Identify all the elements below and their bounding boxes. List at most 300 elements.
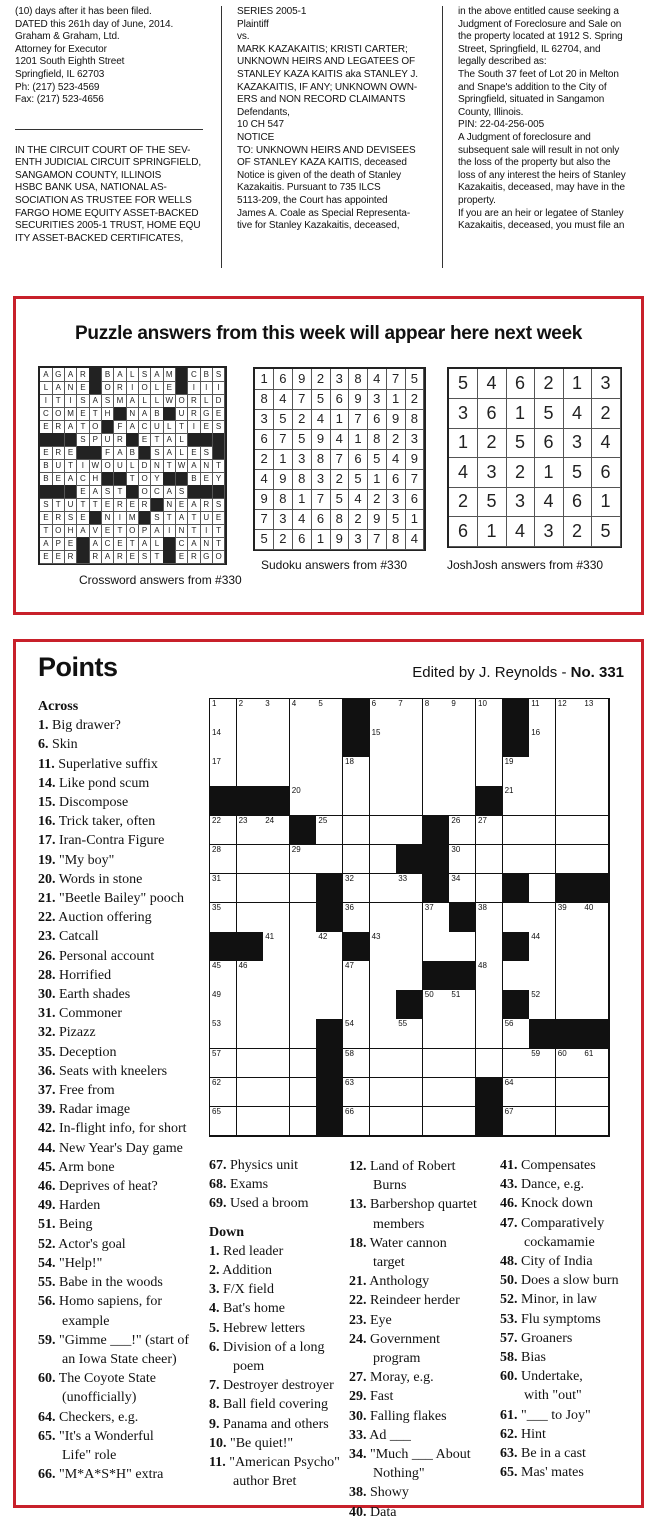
- grid-square[interactable]: [263, 874, 290, 904]
- grid-square[interactable]: [370, 1049, 397, 1079]
- clue-num: 22.: [38, 910, 56, 926]
- grid-square[interactable]: [396, 932, 423, 962]
- grid-square[interactable]: [396, 1019, 423, 1049]
- grid-square[interactable]: [582, 816, 609, 846]
- answer-cell: A: [126, 394, 139, 408]
- clue-number: 37: [424, 902, 434, 912]
- grid-square[interactable]: [290, 786, 317, 816]
- grid-square[interactable]: [343, 757, 370, 787]
- clue-num: 7.: [209, 1378, 220, 1394]
- clue-text: Exams: [230, 1177, 269, 1193]
- grid-square[interactable]: [449, 1049, 476, 1079]
- grid-square[interactable]: [290, 1107, 317, 1137]
- grid-square[interactable]: [582, 1078, 609, 1108]
- grid-square[interactable]: [343, 845, 370, 875]
- answer-cell: N: [163, 498, 176, 512]
- answer-cell: T: [213, 537, 226, 551]
- grid-square[interactable]: [290, 1078, 317, 1108]
- grid-square[interactable]: [290, 1049, 317, 1079]
- grid-square[interactable]: [449, 874, 476, 904]
- grid-square[interactable]: [503, 845, 530, 875]
- clue-num: 51.: [38, 1217, 56, 1233]
- grid-square[interactable]: [396, 903, 423, 933]
- grid-square[interactable]: [396, 816, 423, 846]
- grid-square[interactable]: [290, 990, 317, 1020]
- grid-square[interactable]: [316, 816, 343, 846]
- grid-square[interactable]: [449, 1019, 476, 1049]
- grid-square[interactable]: [316, 786, 343, 816]
- grid-square[interactable]: [263, 1078, 290, 1108]
- grid-square[interactable]: [263, 1019, 290, 1049]
- grid-square[interactable]: [449, 786, 476, 816]
- clue-text: Reindeer herder: [370, 1293, 460, 1309]
- grid-square[interactable]: [316, 961, 343, 991]
- black-square: [163, 407, 176, 421]
- grid-square[interactable]: [556, 845, 583, 875]
- grid-square[interactable]: [503, 1107, 530, 1137]
- grid-square[interactable]: [343, 990, 370, 1020]
- notice-line: Notice is given of the death of Stanley: [237, 169, 401, 181]
- grid-square[interactable]: [556, 728, 583, 758]
- notice-line: 10 CH 547: [237, 119, 284, 131]
- grid-square[interactable]: [370, 903, 397, 933]
- grid-square[interactable]: [449, 1078, 476, 1108]
- clue-num: 53.: [500, 1311, 518, 1327]
- grid-square[interactable]: [423, 728, 450, 758]
- answer-cell: T: [213, 459, 226, 473]
- grid-square[interactable]: [503, 903, 530, 933]
- grid-square[interactable]: [263, 757, 290, 787]
- black-square: [316, 1107, 343, 1137]
- black-square: [188, 485, 201, 499]
- clue-text: "Gimme ___!" (start of: [59, 1332, 190, 1348]
- grid-square[interactable]: [316, 845, 343, 875]
- grid-square[interactable]: [582, 728, 609, 758]
- puzzle-editor: [412, 664, 624, 681]
- grid-square[interactable]: [582, 845, 609, 875]
- grid-square[interactable]: [210, 903, 237, 933]
- grid-square[interactable]: [370, 699, 397, 729]
- grid-square[interactable]: [237, 1078, 264, 1108]
- clue: [38, 1100, 189, 1119]
- clue-number: 55: [398, 1019, 408, 1029]
- grid-square[interactable]: [449, 1107, 476, 1137]
- grid-square[interactable]: [370, 757, 397, 787]
- grid-square[interactable]: [529, 845, 556, 875]
- grid-square[interactable]: [290, 1019, 317, 1049]
- grid-square[interactable]: [396, 961, 423, 991]
- grid-square[interactable]: [237, 903, 264, 933]
- answer-cell: N: [200, 459, 213, 473]
- grid-square[interactable]: [556, 1078, 583, 1108]
- grid-square[interactable]: [529, 1078, 556, 1108]
- grid-square[interactable]: [476, 757, 503, 787]
- answer-cell: C: [139, 420, 152, 434]
- grid-square[interactable]: [529, 1107, 556, 1137]
- grid-square[interactable]: [263, 699, 290, 729]
- grid-square[interactable]: [503, 1019, 530, 1049]
- clue-text: Harden: [59, 1198, 101, 1214]
- grid-square[interactable]: [290, 728, 317, 758]
- grid-square[interactable]: [503, 1078, 530, 1108]
- answer-cell: 5: [405, 369, 424, 390]
- grid-square[interactable]: [343, 1078, 370, 1108]
- clue-text: "___ to Joy": [521, 1407, 591, 1423]
- grid-square[interactable]: [449, 757, 476, 787]
- answer-cell: N: [176, 524, 189, 538]
- clue: [38, 870, 189, 889]
- grid-square[interactable]: [529, 699, 556, 729]
- notice-line: SECURITIES 2005-1 TRUST, HOME EQU: [15, 220, 201, 232]
- grid-square[interactable]: [316, 757, 343, 787]
- clue-text: Trick taker, often: [58, 814, 156, 830]
- clue-text: Minor, in law: [521, 1292, 598, 1308]
- black-square: [316, 874, 343, 904]
- answer-cell: 6: [330, 389, 349, 410]
- grid-square[interactable]: [529, 816, 556, 846]
- crossword-grid[interactable]: [209, 698, 610, 1137]
- answer-cell: I: [188, 420, 201, 434]
- answer-cell: R: [200, 498, 213, 512]
- answer-cell: O: [126, 524, 139, 538]
- answer-cell: C: [102, 537, 115, 551]
- notice-line: IN THE CIRCUIT COURT OF THE SEV-: [15, 144, 191, 156]
- grid-square[interactable]: [263, 1107, 290, 1137]
- grid-square[interactable]: [423, 990, 450, 1020]
- clue-text: In-flight info, for short: [59, 1121, 187, 1137]
- answer-cell: E: [65, 446, 78, 460]
- grid-square[interactable]: [423, 903, 450, 933]
- grid-square[interactable]: [370, 1019, 397, 1049]
- grid-square[interactable]: [210, 990, 237, 1020]
- grid-square[interactable]: [423, 757, 450, 787]
- clue-number: 53: [212, 1019, 221, 1029]
- grid-square[interactable]: [582, 1049, 609, 1079]
- grid-square[interactable]: [290, 874, 317, 904]
- answer-cell: 6: [293, 529, 312, 550]
- grid-square[interactable]: [449, 932, 476, 962]
- grid-square[interactable]: [210, 961, 237, 991]
- grid-square[interactable]: [316, 932, 343, 962]
- grid-square[interactable]: [476, 816, 503, 846]
- grid-square[interactable]: [237, 728, 264, 758]
- grid-square[interactable]: [503, 786, 530, 816]
- grid-square[interactable]: [263, 816, 290, 846]
- notice-line: FARGO HOME EQUITY ASSET-BACKED: [15, 207, 199, 219]
- grid-square[interactable]: [529, 728, 556, 758]
- grid-square[interactable]: [210, 1049, 237, 1079]
- clue-text: Moray, e.g.: [370, 1370, 434, 1386]
- grid-square[interactable]: [529, 757, 556, 787]
- notice-line: Kazakaitis, deceased, you must file an: [458, 220, 625, 232]
- answer-cell: E: [40, 550, 53, 564]
- grid-square[interactable]: [370, 1078, 397, 1108]
- grid-square[interactable]: [210, 874, 237, 904]
- clue-text: Comparatively: [521, 1215, 605, 1231]
- grid-square[interactable]: [370, 728, 397, 758]
- grid-square[interactable]: [396, 1107, 423, 1137]
- grid-square[interactable]: [449, 728, 476, 758]
- grid-square[interactable]: [476, 1049, 503, 1079]
- clue: [500, 1444, 619, 1463]
- grid-square[interactable]: [503, 816, 530, 846]
- grid-square[interactable]: [370, 786, 397, 816]
- clue-text: "Beetle Bailey" pooch: [59, 891, 184, 907]
- grid-square[interactable]: [343, 1049, 370, 1079]
- grid-square[interactable]: [290, 699, 317, 729]
- grid-square[interactable]: [210, 816, 237, 846]
- grid-square[interactable]: [396, 728, 423, 758]
- grid-square[interactable]: [237, 1107, 264, 1137]
- answer-cell: 2: [274, 529, 293, 550]
- grid-square[interactable]: [582, 961, 609, 991]
- grid-square[interactable]: [210, 699, 237, 729]
- answer-cell: 1: [293, 489, 312, 510]
- grid-square[interactable]: [476, 699, 503, 729]
- grid-square[interactable]: [396, 786, 423, 816]
- grid-square[interactable]: [503, 757, 530, 787]
- grid-square[interactable]: [556, 786, 583, 816]
- grid-square[interactable]: [263, 845, 290, 875]
- grid-square[interactable]: [370, 845, 397, 875]
- grid-square[interactable]: [423, 786, 450, 816]
- grid-square[interactable]: [343, 903, 370, 933]
- grid-square[interactable]: [396, 699, 423, 729]
- grid-square[interactable]: [582, 932, 609, 962]
- grid-square[interactable]: [582, 757, 609, 787]
- grid-square[interactable]: [370, 874, 397, 904]
- joshjosh-answers-caption: JoshJosh answers from #330: [447, 558, 604, 572]
- notice-line: DATED this 261h day of June, 2014.: [15, 18, 174, 30]
- grid-square[interactable]: [556, 757, 583, 787]
- grid-square[interactable]: [582, 903, 609, 933]
- answer-cell: T: [89, 407, 102, 421]
- answer-cell: 1: [563, 369, 592, 399]
- clue-number: 5: [318, 699, 323, 708]
- grid-square[interactable]: [582, 699, 609, 729]
- grid-square[interactable]: [343, 1107, 370, 1137]
- grid-square[interactable]: [529, 961, 556, 991]
- black-square: [210, 932, 237, 962]
- grid-square[interactable]: [423, 1019, 450, 1049]
- grid-square[interactable]: [316, 728, 343, 758]
- grid-square[interactable]: [476, 961, 503, 991]
- answer-cell: N: [126, 407, 139, 421]
- answer-cell: E: [126, 550, 139, 564]
- grid-square[interactable]: [476, 903, 503, 933]
- grid-square[interactable]: [476, 1019, 503, 1049]
- answer-cell: A: [65, 368, 78, 382]
- black-square: [503, 728, 530, 758]
- grid-square[interactable]: [529, 932, 556, 962]
- answer-cell: S: [151, 446, 164, 460]
- grid-square[interactable]: [556, 990, 583, 1020]
- grid-square[interactable]: [263, 728, 290, 758]
- grid-square[interactable]: [449, 845, 476, 875]
- clue-number: 25: [318, 815, 328, 825]
- clue: [349, 1368, 477, 1387]
- grid-square[interactable]: [449, 816, 476, 846]
- grid-square[interactable]: [210, 1078, 237, 1108]
- clue-number: 56: [504, 1019, 514, 1029]
- grid-square[interactable]: [503, 1049, 530, 1079]
- grid-square[interactable]: [503, 961, 530, 991]
- grid-square[interactable]: [396, 874, 423, 904]
- grid-square[interactable]: [556, 816, 583, 846]
- grid-square[interactable]: [396, 757, 423, 787]
- grid-square[interactable]: [476, 874, 503, 904]
- clue-text: Deprives of heat?: [59, 1179, 158, 1195]
- clue-text: "Much ___ About: [370, 1447, 471, 1463]
- grid-square[interactable]: [263, 903, 290, 933]
- grid-square[interactable]: [370, 1107, 397, 1137]
- grid-square[interactable]: [582, 990, 609, 1020]
- clue-text: example: [62, 1313, 110, 1329]
- grid-square[interactable]: [343, 874, 370, 904]
- grid-square[interactable]: [370, 816, 397, 846]
- grid-square[interactable]: [449, 990, 476, 1020]
- grid-square[interactable]: [263, 1049, 290, 1079]
- answer-cell: 7: [405, 469, 424, 490]
- notice-line: SANGAMON COUNTY, ILLINOIS: [15, 169, 162, 181]
- clue-text: F/X field: [223, 1282, 274, 1298]
- grid-square[interactable]: [290, 757, 317, 787]
- answer-cell: 3: [563, 428, 592, 458]
- clue-num: 46.: [38, 1179, 56, 1195]
- clue: [38, 1177, 189, 1196]
- grid-square[interactable]: [529, 990, 556, 1020]
- answer-cell: S: [65, 511, 78, 525]
- clue: [500, 1194, 619, 1213]
- clue: [38, 985, 189, 1004]
- sudoku-answers-caption: Sudoku answers from #330: [261, 558, 408, 572]
- grid-square[interactable]: [476, 932, 503, 962]
- grid-square[interactable]: [237, 757, 264, 787]
- clue-text: Earth shades: [59, 987, 131, 1003]
- grid-square[interactable]: [210, 845, 237, 875]
- grid-square[interactable]: [237, 1019, 264, 1049]
- grid-square[interactable]: [423, 1049, 450, 1079]
- grid-square[interactable]: [556, 1107, 583, 1137]
- answer-cell: R: [114, 498, 127, 512]
- grid-square[interactable]: [343, 786, 370, 816]
- clue: [38, 812, 189, 831]
- grid-square[interactable]: [237, 816, 264, 846]
- grid-square[interactable]: [582, 1107, 609, 1137]
- grid-square[interactable]: [263, 990, 290, 1020]
- grid-square[interactable]: [290, 845, 317, 875]
- clue-num: 2.: [209, 1263, 220, 1279]
- answer-cell: O: [52, 524, 65, 538]
- clue-num: 42.: [38, 1121, 56, 1137]
- grid-square[interactable]: [396, 1049, 423, 1079]
- grid-square[interactable]: [290, 903, 317, 933]
- grid-square[interactable]: [290, 932, 317, 962]
- answer-cell: D: [139, 459, 152, 473]
- grid-square[interactable]: [556, 932, 583, 962]
- grid-square[interactable]: [237, 990, 264, 1020]
- clue-num: 39.: [38, 1102, 56, 1118]
- grid-square[interactable]: [316, 990, 343, 1020]
- grid-square[interactable]: [370, 990, 397, 1020]
- grid-square[interactable]: [529, 786, 556, 816]
- answer-cell: 4: [592, 428, 621, 458]
- clue-text: Superlative suffix: [58, 756, 158, 772]
- grid-square[interactable]: [237, 961, 264, 991]
- grid-square[interactable]: [476, 990, 503, 1020]
- notice-line: SERIES 2005-1: [237, 6, 307, 17]
- grid-square[interactable]: [263, 961, 290, 991]
- answer-cell: 7: [386, 369, 405, 390]
- grid-square[interactable]: [343, 961, 370, 991]
- clue-num: 52.: [500, 1292, 518, 1308]
- grid-square[interactable]: [423, 1107, 450, 1137]
- grid-square[interactable]: [263, 932, 290, 962]
- grid-square[interactable]: [423, 932, 450, 962]
- grid-square[interactable]: [556, 1049, 583, 1079]
- grid-square[interactable]: [237, 874, 264, 904]
- answer-cell: H: [102, 407, 115, 421]
- grid-square[interactable]: [343, 816, 370, 846]
- clue-text: Panama and others: [223, 1416, 329, 1432]
- answer-cell: S: [213, 420, 226, 434]
- grid-square[interactable]: [582, 786, 609, 816]
- grid-square[interactable]: [476, 728, 503, 758]
- clue-num: 6.: [209, 1339, 220, 1355]
- answer-cell: R: [114, 381, 127, 395]
- grid-square[interactable]: [210, 757, 237, 787]
- clue-num: 21.: [38, 891, 56, 907]
- grid-square[interactable]: [370, 961, 397, 991]
- answer-cell: S: [102, 394, 115, 408]
- grid-square[interactable]: [210, 1019, 237, 1049]
- grid-square[interactable]: [237, 699, 264, 729]
- grid-square[interactable]: [237, 1049, 264, 1079]
- answer-cell: R: [188, 550, 201, 564]
- grid-square[interactable]: [556, 961, 583, 991]
- clue-text: Horrified: [59, 967, 112, 983]
- clue-num: 3.: [209, 1282, 220, 1298]
- grid-square[interactable]: [529, 1049, 556, 1079]
- grid-square[interactable]: [529, 874, 556, 904]
- grid-square[interactable]: [529, 903, 556, 933]
- answer-cell: 9: [405, 449, 424, 470]
- grid-square[interactable]: [449, 699, 476, 729]
- grid-square[interactable]: [370, 932, 397, 962]
- grid-square[interactable]: [316, 699, 343, 729]
- clue-text: "It's a Wonderful: [59, 1428, 154, 1444]
- grid-square[interactable]: [237, 845, 264, 875]
- grid-square[interactable]: [423, 699, 450, 729]
- grid-square[interactable]: [556, 699, 583, 729]
- clue-text: Free from: [59, 1083, 115, 1099]
- grid-square[interactable]: [476, 845, 503, 875]
- grid-square[interactable]: [396, 1078, 423, 1108]
- grid-square[interactable]: [556, 903, 583, 933]
- clue: [209, 1194, 340, 1213]
- clue: [349, 1330, 477, 1349]
- answer-cell: 3: [506, 487, 535, 517]
- grid-square[interactable]: [210, 1107, 237, 1137]
- grid-square[interactable]: [290, 961, 317, 991]
- answer-cell: E: [102, 498, 115, 512]
- grid-square[interactable]: [210, 728, 237, 758]
- clue-num: 44.: [38, 1140, 56, 1156]
- answer-cell: R: [52, 511, 65, 525]
- answer-cell: 4: [449, 458, 478, 488]
- grid-square[interactable]: [423, 1078, 450, 1108]
- grid-square[interactable]: [343, 1019, 370, 1049]
